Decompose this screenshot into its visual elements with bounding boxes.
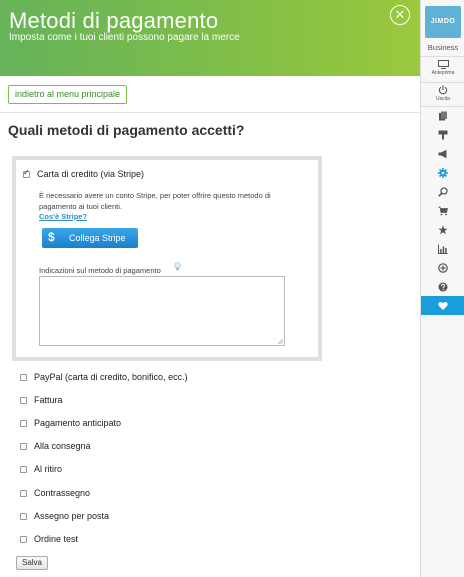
settings-icon [438,168,448,178]
option-label: PayPal (carta di credito, bonifico, ecc.) [34,372,188,382]
monitor-icon [438,60,449,69]
option-label: Al ritiro [34,464,63,474]
option-checkbox[interactable] [20,536,27,543]
stripe-option-panel [12,156,322,361]
megaphone-icon [438,149,448,159]
option-label: Pagamento anticipato [34,418,122,428]
help-button[interactable] [421,277,464,296]
connect-stripe-button[interactable] [42,228,138,248]
resize-handle-icon[interactable] [277,338,283,344]
option-label: Alla consegna [34,441,91,451]
cart-icon [438,206,448,216]
payment-notes-label: Indicazioni sul metodo di pagamento [39,266,161,275]
favorites-button[interactable] [421,220,464,239]
divider [421,56,464,57]
logout-button[interactable] [421,85,464,102]
settings-button[interactable] [421,163,464,182]
store-button[interactable] [421,201,464,220]
love-button[interactable] [421,296,464,315]
add-feature-button[interactable] [421,258,464,277]
design-button[interactable] [421,125,464,144]
what-is-stripe-link[interactable]: Cos'è Stripe? [39,212,88,221]
divider [421,82,464,83]
close-icon: ✕ [394,7,406,22]
jimdo-logo[interactable]: JIMDO [425,6,461,38]
option-label: Fattura [34,395,63,405]
page-title: Metodi di pagamento [9,8,219,33]
star-icon [438,225,448,235]
payment-option-paypal[interactable] [20,372,270,384]
stats-icon [438,244,448,254]
dollar-icon: $ [48,230,55,244]
option-checkbox[interactable] [20,466,27,473]
design-icon [438,130,448,140]
power-icon [438,85,448,95]
lightbulb-icon [174,262,181,271]
payment-option-fattura[interactable] [20,395,270,407]
save-button[interactable]: Salva [16,556,48,570]
divider [0,112,420,113]
sidebar [420,0,464,577]
option-label: Ordine test [34,534,79,544]
payment-option-pagamento-anticipato[interactable] [20,418,270,430]
preview-button[interactable] [421,60,464,76]
option-label: Assegno per posta [34,511,110,521]
logout-label: Uscita [436,96,450,102]
back-to-main-menu-button[interactable]: indietro al menu principale [8,85,127,104]
pages-button[interactable] [421,106,464,125]
help-icon [438,282,448,292]
option-checkbox[interactable] [20,397,27,404]
page-subtitle: Imposta come i tuoi clienti possono pagare la merce [9,32,240,43]
option-label: Contrassegno [34,488,91,498]
option-checkbox[interactable] [20,374,27,381]
preview-label: Anteprima [431,70,455,76]
stripe-info-text: È necessario avere un conto Stripe, per poter offrire questo metodo di pagamento ai tuoi clienti. [39,191,271,211]
option-checkbox[interactable] [20,443,27,450]
connect-stripe-label: Collega Stripe [69,233,126,243]
add-icon [438,263,448,273]
search-button[interactable] [421,182,464,201]
stripe-option-label: Carta di credito (via Stripe) [37,169,145,179]
plan-label: Business [427,43,459,52]
payment-option-al-ritiro[interactable] [20,464,270,476]
payment-option-contrassegno[interactable] [20,488,270,500]
pages-icon [438,111,448,121]
section-heading: Quali metodi di pagamento accetti? [8,122,245,138]
payment-option-ordine-test[interactable] [20,534,270,546]
header-banner [0,0,420,76]
statistics-button[interactable] [421,239,464,258]
payment-option-assegno-per-posta[interactable] [20,511,270,523]
search-icon [438,187,448,197]
option-checkbox[interactable] [20,513,27,520]
option-checkbox[interactable] [20,420,27,427]
heart-icon [438,301,448,311]
marketing-button[interactable] [421,144,464,163]
payment-option-alla-consegna[interactable] [20,441,270,453]
close-button[interactable] [390,5,410,25]
payment-notes-textarea[interactable] [39,276,285,346]
option-checkbox[interactable] [20,490,27,497]
stripe-checkbox[interactable] [23,171,30,178]
